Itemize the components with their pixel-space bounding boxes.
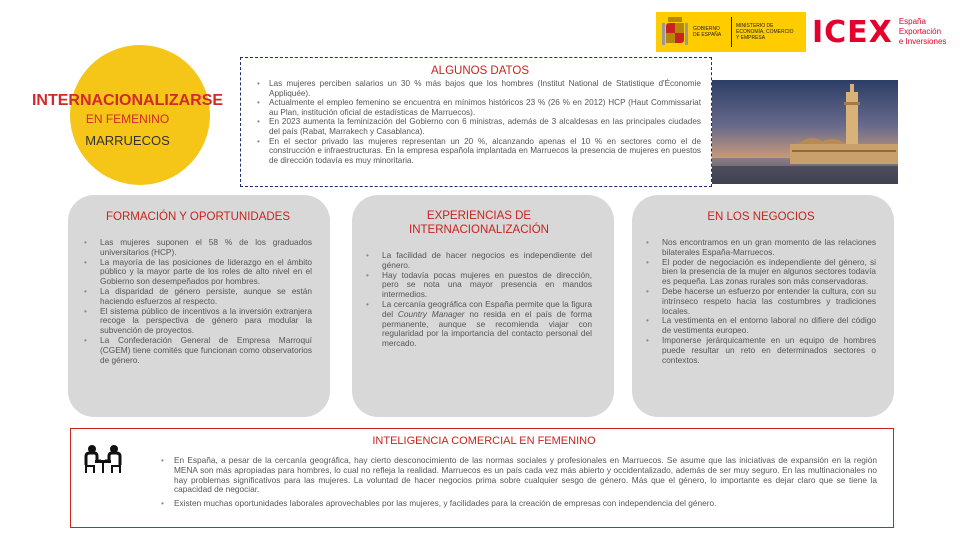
experiencias-card <box>352 195 614 417</box>
formacion-list <box>84 238 312 365</box>
list-item: • Nos encontramos en un gran momento de las relaciones bilaterales España-Marruecos. <box>646 238 876 258</box>
algunos-datos-title: ALGUNOS DATOS <box>431 65 529 77</box>
list-item: • La facilidad de hacer negocios es independiente del género. <box>366 251 592 271</box>
country-label: MARRUECOS <box>85 133 170 148</box>
list-item: • Debe hacerse un esfuerzo por entender la cultura, con su intrínseco respeto hacia las costumbres y tradiciones locales. <box>646 287 876 316</box>
negocios-title: EN LOS NEGOCIOS <box>707 211 815 223</box>
experiencias-list <box>366 251 592 349</box>
experiencias-title <box>366 209 592 237</box>
ministry-text: MINISTERIO DE ECONOMÍA, COMERCIO Y EMPRESA <box>736 23 794 41</box>
inteligencia-title: INTELIGENCIA COMERCIAL EN FEMENINO <box>372 435 596 447</box>
business-meeting-icon <box>83 443 123 475</box>
negocios-card <box>632 195 894 417</box>
list-item: • Imponerse jerárquicamente en un equipo de hombres puede resultar un reto en determinados sectores o contextos. <box>646 336 876 365</box>
list-item: • La mayoría de las posiciones de liderazgo en el ámbito público y la mayor parte de los roles de alto nivel en el Gobierno son desempeñados por hombres. <box>84 258 312 287</box>
experiencias-title-line: EXPERIENCIAS DE <box>426 210 532 222</box>
list-item: • El sistema público de incentivos a la inversión extranjera recoge la perspectiva de género para modular la subvención de proyectos. <box>84 307 312 336</box>
list-item: • Las mujeres suponen el 58 % de los graduados universitarios (HCP). <box>84 238 312 258</box>
inteligencia-list <box>161 456 877 509</box>
icex-sub-line: Exportación <box>898 27 942 36</box>
list-item: • Existen muchas oportunidades laborales aprovechables por las mujeres, y facilidades para la creación de empresas con independencia del género. <box>161 499 877 509</box>
country-manager-term: Country Manager <box>397 308 465 319</box>
list-item: • Actualmente el empleo femenino se encuentra en mínimos históricos 23 % (26 % en 2012) HCP (Haut Commissariat au Plan, institución oficial de estadísticas de Marruecos). <box>259 98 701 117</box>
icex-sub-line: e Inversiones <box>898 37 947 46</box>
negocios-list <box>646 238 876 365</box>
list-item-text: La cercanía geográfica con España permite que la figura del <box>382 298 592 319</box>
list-item-text: no resida en el país de forma permanente, aunque se recomienda viajar con regularidad por la importancia del contacto personal del mercado. <box>382 308 592 349</box>
spain-coat-of-arms-icon <box>662 15 688 49</box>
hassan-ii-mosque-photo <box>712 80 898 184</box>
list-item: • El poder de negociación es independiente del género, si bien la presencia de la mujer en algunos sectores todavía es pequeña. Las zonas rurales son más conservadoras. <box>646 258 876 287</box>
page-title: INTERNACIONALIZARSE <box>31 92 224 109</box>
algunos-datos-list <box>259 79 701 165</box>
inteligencia-box <box>70 428 894 528</box>
gov-divider <box>731 17 732 47</box>
gov-text: GOBIERNO DE ESPAÑA <box>693 26 722 38</box>
icex-wordmark: ICEX <box>812 14 893 50</box>
list-item: • Hay todavía pocas mujeres en puestos de dirección, pero se nota una mayor presencia en mandos intermedios. <box>366 271 592 300</box>
list-item: • En España, a pesar de la cercanía geográfica, hay cierto desconocimiento de las normas sociales y profesionales en Marruecos. Se asume que las iniciativas de expansión en la región MENA son más apropiadas para hombres, lo cual no refleja la realidad. Marruecos es un país cada vez más abierto y occidentalizado, además de ser muy seguro. En las multinacionales no hay problemas significativos para las mujeres. La voluntad de hacer negocios prima sobre cualquier sesgo de género. Más que el género, lo importante es dejar claro que se tiene la capacidad de negociar. <box>161 456 877 495</box>
icex-logo <box>812 14 952 50</box>
icex-subtitle <box>899 17 947 47</box>
formacion-title: FORMACIÓN Y OPORTUNIDADES <box>105 211 291 223</box>
formacion-card <box>68 195 330 417</box>
experiencias-title-line: INTERNACIONALIZACIÓN <box>409 224 549 236</box>
list-item: • La Confederación General de Empresa Marroquí (CGEM) tiene comités que funcionan como observatorios de género. <box>84 336 312 365</box>
list-item: • La vestimenta en el entorno laboral no difiere del código de vestimenta europeo. <box>646 316 876 336</box>
list-item: • En el sector privado las mujeres representan un 20 %, alcanzando apenas el 10 % en sectores como el de construcción e infraestructuras. En la empresa española implantada en Marruecos la presencia de mujeres en puestos de dirección todavía es muy minoritaria. <box>259 137 701 166</box>
algunos-datos-box <box>240 57 712 187</box>
list-item <box>366 300 592 349</box>
gobierno-espana-logo <box>656 12 806 52</box>
page-subtitle: EN FEMENINO <box>85 112 170 126</box>
icex-sub-line: España <box>898 17 926 26</box>
list-item: • La disparidad de género persiste, aunque se están haciendo esfuerzos al respecto. <box>84 287 312 307</box>
list-item: • En 2023 aumenta la feminización del Gobierno con 6 ministras, además de 3 alcaldesas en las principales ciudades del país (Rabat, Marrakech y Casablanca). <box>259 117 701 136</box>
list-item: • Las mujeres perciben salarios un 30 % más bajos que los hombres (Institut National de Statistique d'Économie Appliquée). <box>259 79 701 98</box>
